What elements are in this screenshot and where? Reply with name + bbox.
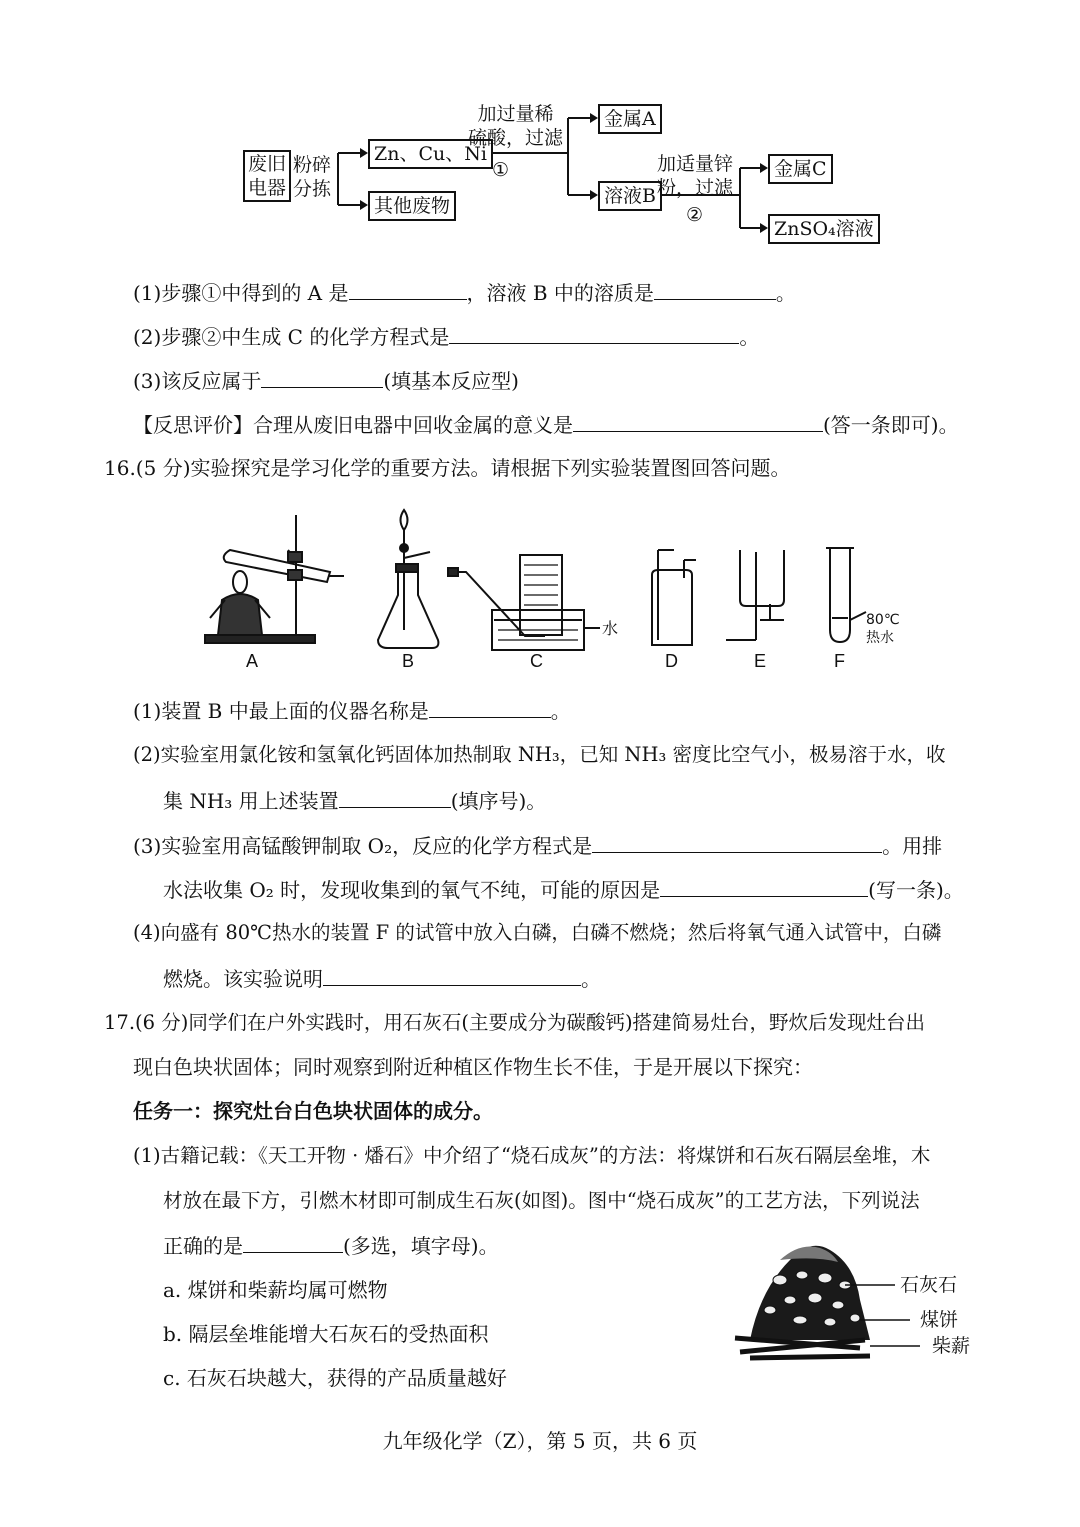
step0-label bbox=[293, 153, 331, 201]
q16-title: 16.(5 分)实验探究是学习化学的重要方法。请根据下列实验装置图回答问题。 bbox=[104, 456, 791, 480]
q17-p1-text-b: (多选，填字母)。 bbox=[343, 1234, 499, 1258]
q15-p3-text-b: (填基本反应型) bbox=[383, 369, 519, 393]
q16-p4-text-b: 。 bbox=[581, 967, 601, 991]
q16-part1 bbox=[133, 695, 571, 726]
step2-line-1: 加适量锌 bbox=[657, 153, 734, 175]
label-b: B bbox=[402, 651, 415, 670]
q16-p3-text-d: (写一条)。 bbox=[868, 878, 964, 902]
metal-a-box: 金属A bbox=[598, 104, 662, 134]
step0-line-1: 粉碎 bbox=[293, 154, 332, 176]
q16-p4-text-a: 燃烧。该实验说明 bbox=[163, 967, 323, 991]
q15-p1-text-a: (1)步骤①中得到的 A 是 bbox=[133, 281, 349, 305]
label-f: F bbox=[834, 651, 845, 670]
q16-p1-text-a: (1)装置 B 中最上面的仪器名称是 bbox=[133, 699, 429, 723]
option-a: a. 煤饼和柴薪均属可燃物 bbox=[163, 1278, 388, 1302]
option-b: b. 隔层垒堆能增大石灰石的受热面积 bbox=[163, 1322, 489, 1346]
apparatus-a-base bbox=[205, 635, 315, 643]
answer-blank[interactable] bbox=[323, 963, 581, 986]
q16-p1-text-b: 。 bbox=[550, 699, 571, 723]
label-a: A bbox=[246, 651, 259, 670]
page-footer: 九年级化学（Z），第 5 页，共 6 页 bbox=[382, 1429, 698, 1453]
q17-part1-line2: 材放在最下方，引燃木材即可制成生石灰(如图)。图中“烧石成灰”的工艺方法，下列说法 bbox=[163, 1189, 920, 1212]
source-line-1: 废旧 bbox=[248, 153, 287, 175]
waste-box: 其他废物 bbox=[368, 191, 456, 221]
figure-label-coal-cake: 煤饼 bbox=[920, 1309, 959, 1331]
q15-reflect-text-a: 【反思评价】合理从废旧电器中回收金属的意义是 bbox=[133, 413, 573, 437]
label-c: C bbox=[530, 651, 543, 670]
q16-part4-line1: (4)向盛有 80℃热水的装置 F 的试管中放入白磷，白磷不燃烧；然后将氧气通入试管中，白磷 bbox=[133, 921, 942, 944]
answer-blank[interactable] bbox=[660, 874, 868, 897]
step1-label bbox=[468, 102, 563, 150]
answer-blank[interactable] bbox=[261, 365, 383, 388]
label-e: E bbox=[754, 651, 767, 670]
figure-label-limestone: 石灰石 bbox=[900, 1274, 958, 1296]
q15-reflect-text-b: (答一条即可)。 bbox=[823, 413, 959, 437]
q16-p2-text-a: 集 NH₃ 用上述装置 bbox=[163, 789, 339, 813]
step1-line-1: 加过量稀 bbox=[477, 103, 554, 125]
step1-number: ① bbox=[492, 159, 510, 181]
q16-p2-text-b: (填序号)。 bbox=[450, 789, 547, 813]
option-c: c. 石灰石块越大，获得的产品质量越好 bbox=[163, 1366, 507, 1390]
metal-c-box: 金属C bbox=[768, 154, 833, 184]
answer-blank[interactable] bbox=[573, 409, 823, 432]
q15-p1-text-c: 。 bbox=[775, 281, 796, 305]
znso4-box: ZnSO₄溶液 bbox=[768, 214, 880, 244]
q16-p3-text-b: 。用排 bbox=[882, 834, 943, 858]
answer-blank[interactable] bbox=[429, 695, 551, 718]
q17-part1-line3 bbox=[163, 1230, 499, 1261]
step2-label bbox=[657, 152, 733, 200]
label-d: D bbox=[665, 651, 678, 670]
figure-label-firewood: 柴薪 bbox=[932, 1335, 971, 1357]
step2-number: ② bbox=[686, 204, 704, 226]
answer-blank[interactable] bbox=[339, 785, 451, 808]
q16-part3-line2 bbox=[163, 874, 964, 905]
q16-part2-line1: (2)实验室用氯化铵和氢氧化钙固体加热制取 NH₃，已知 NH₃ 密度比空气小，极易溶于水，收 bbox=[133, 743, 946, 766]
answer-blank[interactable] bbox=[243, 1230, 343, 1253]
q15-part1 bbox=[133, 277, 796, 308]
q15-part3 bbox=[133, 365, 519, 396]
q17-line2: 现白色块状固体；同时观察到附近种植区作物生长不佳，于是开展以下探究： bbox=[133, 1055, 813, 1079]
q16-p3-text-a: (3)实验室用高锰酸钾制取 O₂，反应的化学方程式是 bbox=[133, 834, 593, 858]
step2-line-2: 粉，过滤 bbox=[657, 177, 734, 199]
hot-water-label: 热水 bbox=[866, 630, 894, 646]
answer-blank[interactable] bbox=[592, 830, 882, 853]
source-box bbox=[243, 150, 291, 202]
q17-line1: 17.(6 分)同学们在户外实践时，用石灰石(主要成分为碳酸钙)搭建简易灶台，野炊后发现灶台出 bbox=[104, 1011, 926, 1034]
apparatus-figure bbox=[0, 500, 1080, 670]
solution-b-box: 溶液B bbox=[598, 181, 662, 211]
q16-part2-line2 bbox=[163, 785, 546, 816]
q15-p2-text-a: (2)步骤②中生成 C 的化学方程式是 bbox=[133, 325, 450, 349]
q16-part4-line2 bbox=[163, 963, 601, 994]
q17-task1: 任务一：探究灶台白色块状固体的成分。 bbox=[133, 1099, 493, 1123]
answer-blank[interactable] bbox=[654, 277, 776, 300]
step0-line-2: 分拣 bbox=[293, 178, 332, 200]
q17-part1-line1: (1)古籍记载：《天工开物 · 燔石》中介绍了“烧石成灰”的方法：将煤饼和石灰石隔层垒堆，木 bbox=[133, 1144, 931, 1167]
metals-box: Zn、Cu、Ni bbox=[368, 139, 493, 169]
source-line-2: 电器 bbox=[248, 177, 287, 199]
q17-p1-text-a: 正确的是 bbox=[163, 1234, 243, 1258]
step1-line-2: 硫酸，过滤 bbox=[468, 127, 564, 149]
q15-reflection bbox=[133, 409, 959, 440]
q15-part2 bbox=[133, 321, 759, 352]
temperature-label: 80℃ bbox=[866, 612, 900, 628]
q15-p3-text-a: (3)该反应属于 bbox=[133, 369, 262, 393]
q15-p1-text-b: ，溶液 B 中的溶质是 bbox=[466, 281, 654, 305]
q15-p2-text-b: 。 bbox=[739, 325, 760, 349]
q16-p3-text-c: 水法收集 O₂ 时，发现收集到的氧气不纯，可能的原因是 bbox=[163, 878, 661, 902]
q16-part3-line1 bbox=[133, 830, 942, 861]
answer-blank[interactable] bbox=[449, 321, 739, 344]
answer-blank[interactable] bbox=[349, 277, 467, 300]
water-label: 水 bbox=[602, 619, 619, 638]
